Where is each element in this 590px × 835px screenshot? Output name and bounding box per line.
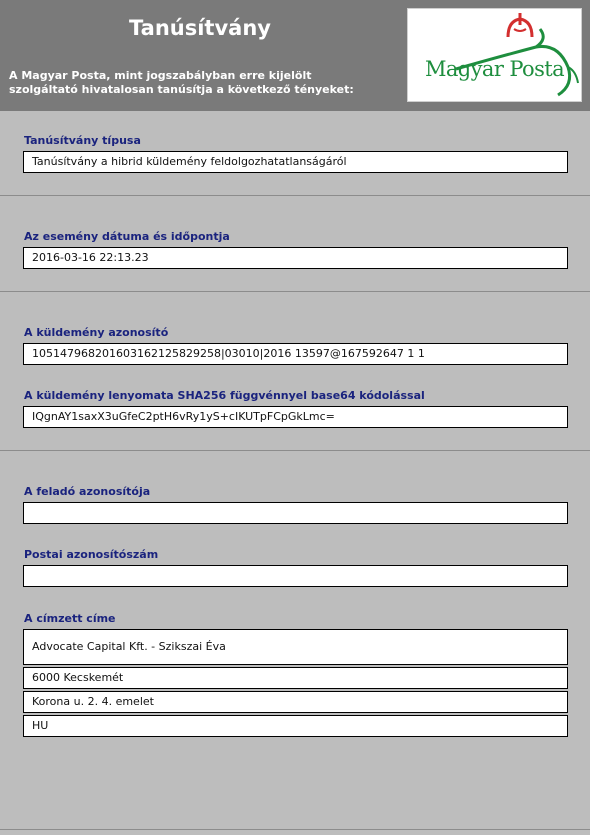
magyar-posta-logo <box>407 8 582 102</box>
section-divider <box>0 195 590 196</box>
certification-statement: A Magyar Posta, mint jogszabályban erre kijelölt szolgáltató hivatalosan tanúsítja a következő tényeket: <box>9 69 354 96</box>
certificate-type-field: Tanúsítvány a hibrid küldemény feldolgozhatatlanságáról <box>23 151 568 173</box>
section-divider <box>0 291 590 292</box>
post-horn-icon <box>408 9 582 102</box>
header-bar <box>0 0 590 111</box>
recipient-country-field: HU <box>23 715 568 737</box>
sender-id-label: A feladó azonosítója <box>24 485 151 498</box>
recipient-name-field: Advocate Capital Kft. - Szikszai Éva <box>23 629 568 665</box>
certificate-type-label: Tanúsítvány típusa <box>24 134 141 147</box>
shipment-hash-label: A küldemény lenyomata SHA256 függvénnyel base64 kódolással <box>24 389 425 402</box>
recipient-city-field: 6000 Kecskemét <box>23 667 568 689</box>
page-title: Tanúsítvány <box>129 16 271 40</box>
shipment-id-label: A küldemény azonosító <box>24 326 169 339</box>
section-divider <box>0 829 590 830</box>
shipment-id-field: 105147968201603162125829258|03010|2016 13597@167592647 1 1 <box>23 343 568 365</box>
logo-wordmark: Magyar Posta <box>424 57 565 81</box>
shipment-hash-field: IQgnAY1saxX3uGfeC2ptH6vRy1yS+cIKUTpFCpGkLmc= <box>23 406 568 428</box>
postal-id-label: Postai azonosítószám <box>24 548 159 561</box>
recipient-address-label: A címzett címe <box>24 612 116 625</box>
sender-id-field <box>23 502 568 524</box>
section-divider <box>0 450 590 451</box>
event-datetime-label: Az esemény dátuma és időpontja <box>24 230 230 243</box>
recipient-street-field: Korona u. 2. 4. emelet <box>23 691 568 713</box>
event-datetime-field: 2016-03-16 22:13.23 <box>23 247 568 269</box>
postal-id-field <box>23 565 568 587</box>
